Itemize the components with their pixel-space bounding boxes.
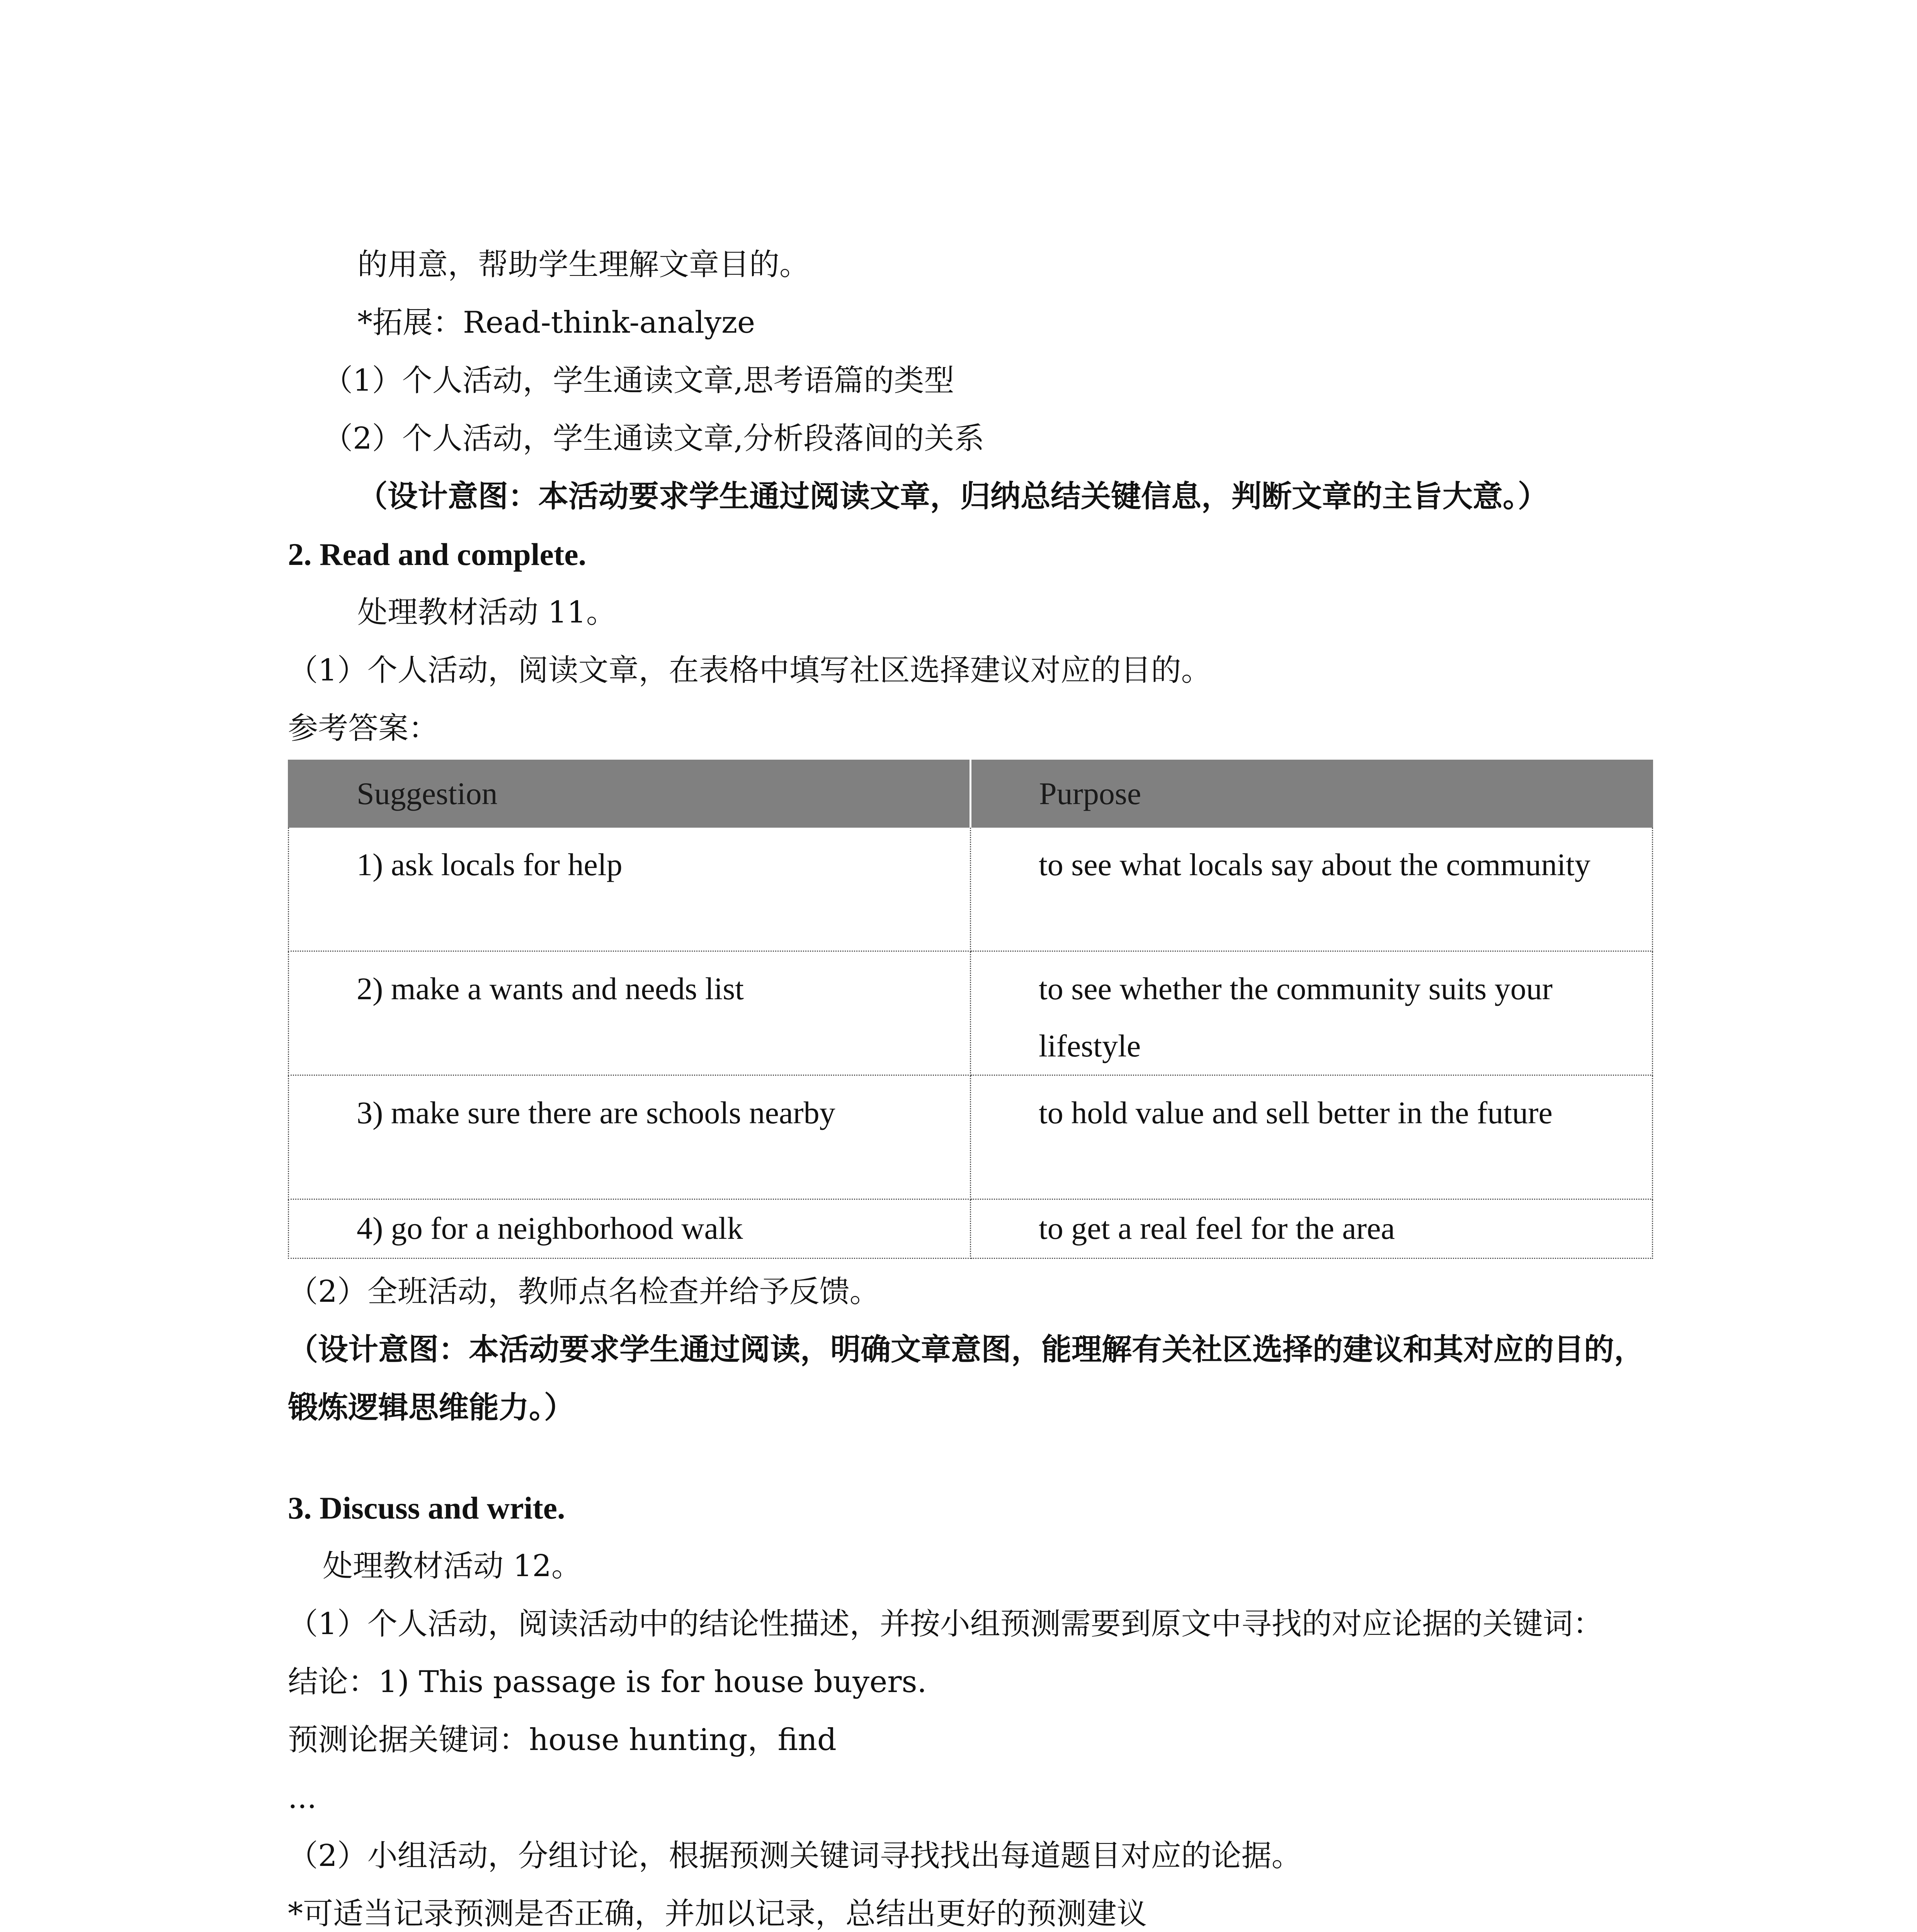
activity-step: （1）个人活动，阅读文章，在表格中填写社区选择建议对应的目的。 bbox=[288, 653, 1211, 688]
column-header-purpose: Purpose bbox=[971, 760, 1653, 827]
suggestion-purpose-table bbox=[288, 760, 1653, 1259]
design-intent: （设计意图：本活动要求学生通过阅读，明确文章意图，能理解有关社区选择的建议和其对应的目的，锻炼逻辑思维能力。） bbox=[288, 1332, 1645, 1425]
answer-label: 参考答案： bbox=[288, 711, 439, 746]
table-row bbox=[289, 1075, 1653, 1199]
text-line: 处理教材活动 12。 bbox=[323, 1549, 582, 1583]
spacer bbox=[288, 1437, 1652, 1479]
text-line: 的用意，帮助学生理解文章目的。 bbox=[357, 247, 810, 282]
extension-line: *拓展：Read-think-analyze bbox=[357, 305, 755, 340]
purpose-cell: to hold value and sell better in the future bbox=[971, 1075, 1653, 1199]
purpose-cell: to see whether the community suits your lifestyle bbox=[971, 951, 1653, 1075]
keywords-line: 预测论据关键词：house hunting，find bbox=[288, 1723, 837, 1757]
design-intent: （设计意图：本活动要求学生通过阅读文章，归纳总结关键信息，判断文章的主旨大意。） bbox=[357, 479, 1548, 514]
section-heading: 3. Discuss and write. bbox=[288, 1490, 565, 1526]
activity-step: （2）小组活动，分组讨论，根据预测关键词寻找找出每道题目对应的论据。 bbox=[288, 1838, 1302, 1873]
activity-step: （2）全班活动，教师点名检查并给予反馈。 bbox=[288, 1274, 880, 1309]
suggestion-cell: 2) make a wants and needs list bbox=[289, 951, 971, 1075]
table-row bbox=[289, 951, 1653, 1075]
activity-step: （2）个人活动，学生通读文章,分析段落间的关系 bbox=[323, 421, 985, 456]
page-content bbox=[288, 236, 1652, 1932]
column-header-suggestion: Suggestion bbox=[289, 760, 971, 827]
suggestion-cell: 4) go for a neighborhood walk bbox=[289, 1199, 971, 1259]
suggestion-cell: 1) ask locals for help bbox=[289, 827, 971, 951]
activity-step: （1）个人活动，学生通读文章,思考语篇的类型 bbox=[323, 363, 954, 398]
suggestion-cell: 3) make sure there are schools nearby bbox=[289, 1075, 971, 1199]
section-heading: 2. Read and complete. bbox=[288, 537, 587, 572]
ellipsis-line: ... bbox=[288, 1781, 317, 1815]
table-header-row bbox=[289, 760, 1653, 827]
activity-step: （1）个人活动，阅读活动中的结论性描述，并按小组预测需要到原文中寻找的对应论据的关键词： bbox=[288, 1607, 1603, 1641]
table-row bbox=[289, 1199, 1653, 1259]
table-row bbox=[289, 827, 1653, 951]
purpose-cell: to see what locals say about the community bbox=[971, 827, 1653, 951]
conclusion-line: 结论：1) This passage is for house buyers. bbox=[288, 1665, 927, 1699]
purpose-cell: to get a real feel for the area bbox=[971, 1199, 1653, 1259]
note-line: *可适当记录预测是否正确，并加以记录，总结出更好的预测建议 bbox=[288, 1896, 1147, 1931]
text-line: 处理教材活动 11。 bbox=[357, 595, 617, 630]
